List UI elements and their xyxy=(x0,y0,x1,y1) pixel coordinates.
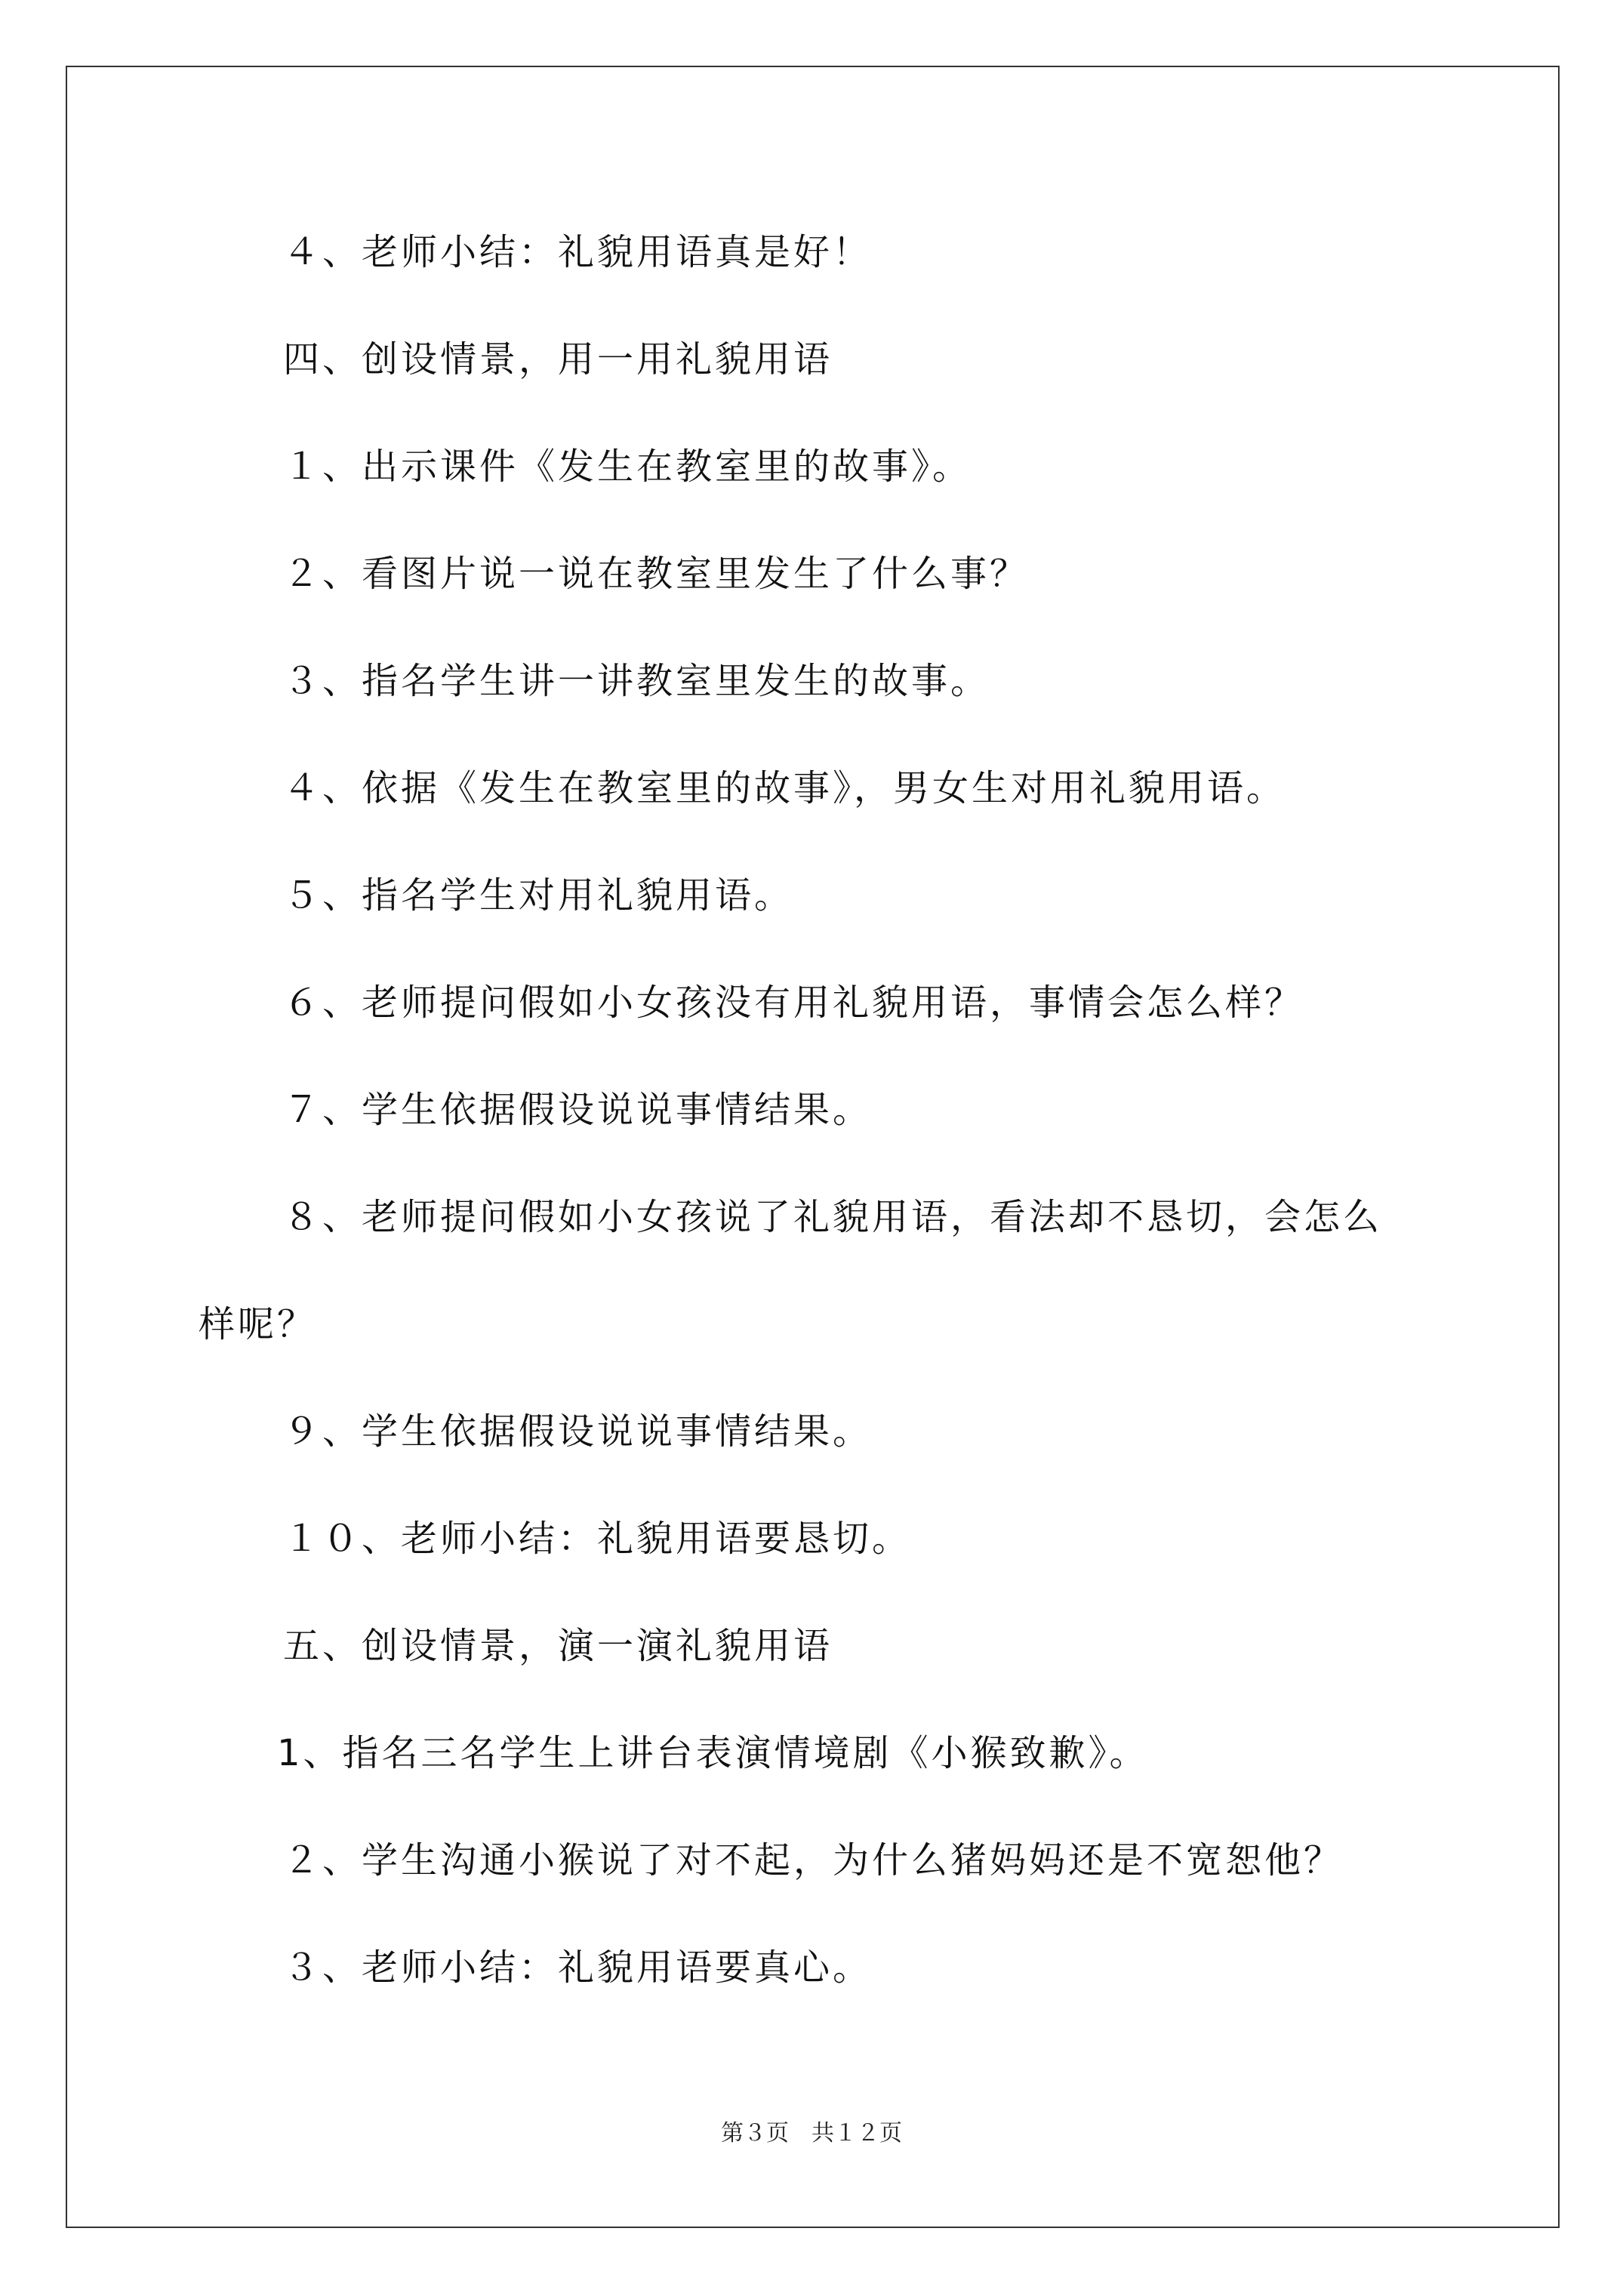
paragraph-line-6: ４、依据《发生在教室里的故事》，男女生对用礼貌用语。 xyxy=(283,767,1286,809)
paragraph-line-11: 样呢？ xyxy=(199,1303,317,1345)
paragraph-line-12: ９、学生依据假设说说事情结果。 xyxy=(283,1410,873,1453)
page-border xyxy=(66,66,1560,2228)
paragraph-line-15: 1、指名三名学生上讲台表演情境剧《小猴致歉》。 xyxy=(277,1732,1149,1774)
paragraph-line-17: ３、老师小结：礼貌用语要真心。 xyxy=(283,1946,873,1989)
paragraph-line-3: １、出示课件《发生在教室里的故事》。 xyxy=(283,445,972,488)
paragraph-line-7: ５、指名学生对用礼貌用语。 xyxy=(283,874,794,917)
page-footer: 第３页 共１２页 xyxy=(721,2120,902,2147)
paragraph-line-10: ８、老师提问假如小女孩说了礼貌用语，看法却不恳切，会怎么 xyxy=(283,1196,1383,1238)
paragraph-line-1: ４、老师小结：礼貌用语真是好！ xyxy=(283,231,873,273)
paragraph-line-5: ３、指名学生讲一讲教室里发生的故事。 xyxy=(283,660,990,702)
paragraph-line-16: ２、学生沟通小猴说了对不起，为什么猪妈妈还是不宽恕他？ xyxy=(283,1839,1344,1881)
paragraph-line-9: ７、学生依据假设说说事情结果。 xyxy=(283,1089,873,1131)
paragraph-line-4: ２、看图片说一说在教室里发生了什么事？ xyxy=(283,553,1030,595)
paragraph-line-8: ６、老师提问假如小女孩没有用礼貌用语，事情会怎么样？ xyxy=(283,982,1304,1024)
paragraph-line-13: １０、老师小结：礼貌用语要恳切。 xyxy=(283,1518,912,1560)
section-heading-4: 四、创设情景，用一用礼貌用语 xyxy=(283,338,833,381)
section-heading-5: 五、创设情景，演一演礼貌用语 xyxy=(283,1625,833,1667)
